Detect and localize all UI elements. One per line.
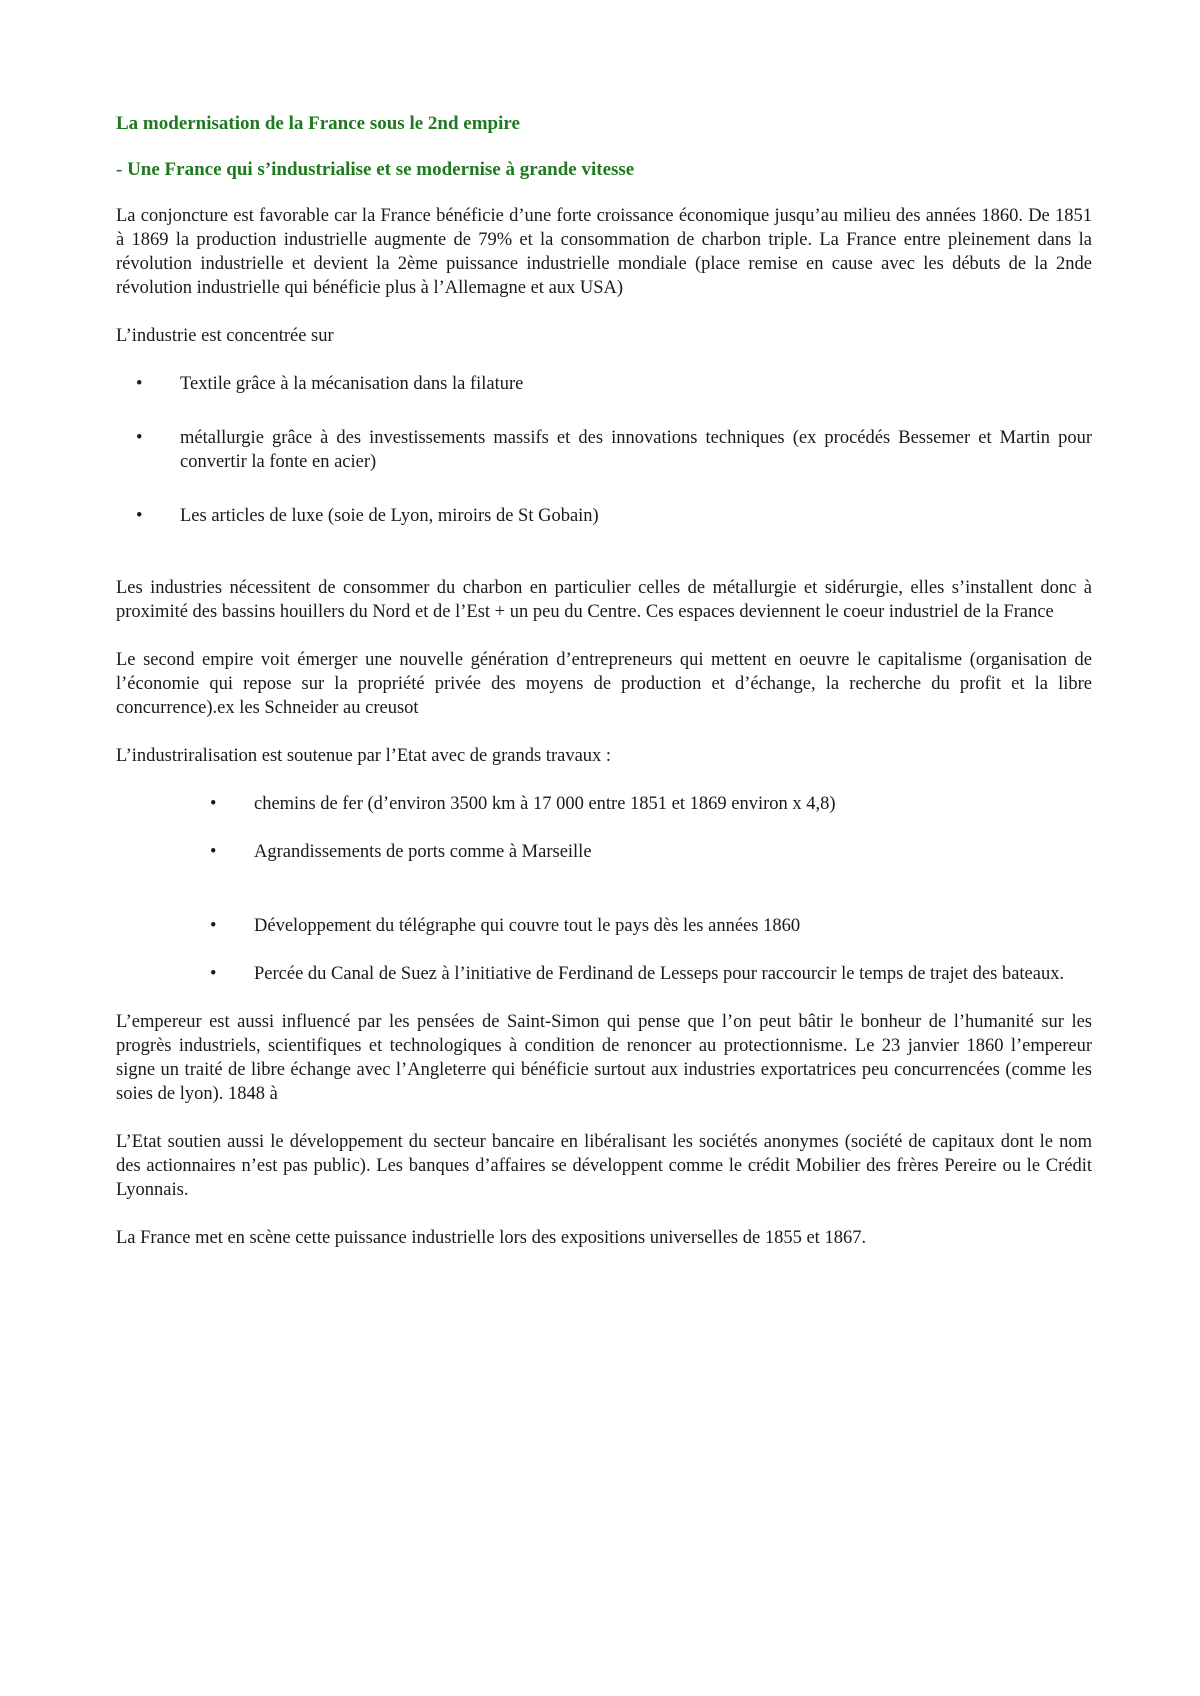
list-item-text: métallurgie grâce à des investissements massifs et des innovations techniques (ex procédés Bessemer et Martin pour convertir la fonte en acier) xyxy=(180,428,1092,472)
bullet-icon: • xyxy=(136,374,143,394)
paragraph-industrie-intro: L’industrie est concentrée sur xyxy=(116,326,334,346)
works-list xyxy=(116,792,1092,986)
list-item xyxy=(116,914,1092,938)
industry-list xyxy=(116,372,1092,528)
paragraph-grands-travaux-intro: L’industriralisation est soutenue par l’Etat avec de grands travaux : xyxy=(116,746,612,766)
paragraph-expositions: La France met en scène cette puissance industrielle lors des expositions universelles de 1855 et 1867. xyxy=(116,1228,867,1248)
bullet-icon: • xyxy=(210,916,217,936)
paragraph-saint-simon: L’empereur est aussi influencé par les pensées de Saint-Simon qui pense que l’on peut bâtir le bonheur de l’humanité sur les progrès industriels, scientifiques et technologiques à condition de renoncer au protectionnisme. Le 23 janvier 1860 l’empereur signe un traité de libre échange avec l’Angleterre qui bénéficie surtout aux industries exportatrices peu concurrencées (comme les soies de lyon). 1848 à xyxy=(116,1012,1092,1104)
bullet-icon: • xyxy=(136,428,143,448)
list-item xyxy=(116,840,1092,864)
list-item xyxy=(116,504,1092,528)
list-item xyxy=(116,962,1092,986)
list-item xyxy=(116,372,1092,396)
document-page xyxy=(116,112,1092,1274)
paragraph-banques: L’Etat soutien aussi le développement du secteur bancaire en libéralisant les sociétés anonymes (société de capitaux dont le nom des actionnaires n’est pas public). Les banques d’affaires se développent comme le crédit Mobilier des frères Pereire ou le Crédit Lyonnais. xyxy=(116,1132,1092,1200)
list-item-text: Agrandissements de ports comme à Marseille xyxy=(254,842,592,862)
bullet-icon: • xyxy=(136,506,143,526)
list-item xyxy=(116,426,1092,474)
paragraph-capitalisme: Le second empire voit émerger une nouvelle génération d’entrepreneurs qui mettent en oeuvre le capitalisme (organisation de l’économie qui repose sur la propriété privée des moyens de production et d’échange, la recherche du profit et la libre concurrence).ex les Schneider au creusot xyxy=(116,650,1092,718)
document-title: La modernisation de la France sous le 2nd empire xyxy=(116,113,520,134)
bullet-icon: • xyxy=(210,964,217,984)
bullet-icon: • xyxy=(210,794,217,814)
list-item-text: Percée du Canal de Suez à l’initiative de Ferdinand de Lesseps pour raccourcir le temps de trajet des bateaux. xyxy=(254,964,1065,984)
bullet-icon: • xyxy=(210,842,217,862)
section-heading: - Une France qui s’industrialise et se modernise à grande vitesse xyxy=(116,159,635,180)
list-item xyxy=(116,792,1092,816)
paragraph-charbon: Les industries nécessitent de consommer du charbon en particulier celles de métallurgie et sidérurgie, elles s’installent donc à proximité des bassins houillers du Nord et de l’Est + un peu du Centre. Ces espaces deviennent le coeur industriel de la France xyxy=(116,578,1092,622)
paragraph-conjoncture: La conjoncture est favorable car la France bénéficie d’une forte croissance économique jusqu’au milieu des années 1860. De 1851 à 1869 la production industrielle augmente de 79% et la consommation de charbon triple. La France entre pleinement dans la révolution industrielle et devient la 2ème puissance industrielle mondiale (place remise en cause avec les débuts de la 2nde révolution industrielle qui bénéficie plus à l’Allemagne et aux USA) xyxy=(116,206,1092,298)
list-item-text: chemins de fer (d’environ 3500 km à 17 000 entre 1851 et 1869 environ x 4,8) xyxy=(254,794,836,814)
list-item-text: Textile grâce à la mécanisation dans la filature xyxy=(180,374,524,394)
list-item-text: Développement du télégraphe qui couvre tout le pays dès les années 1860 xyxy=(254,916,801,936)
list-item-text: Les articles de luxe (soie de Lyon, miroirs de St Gobain) xyxy=(180,506,599,526)
